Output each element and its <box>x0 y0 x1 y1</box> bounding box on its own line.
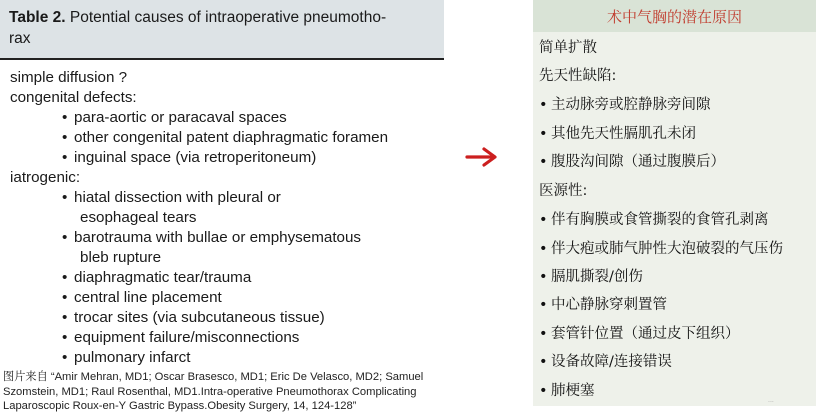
citation-line: Laparoscopic Roux-en-Y Gastric Bypass.Obesity Surgery, 14, 124-128” <box>3 400 357 412</box>
translation-list-item <box>539 379 595 400</box>
table-list-item <box>10 288 440 308</box>
table-line-text: hiatal dissection with pleural or <box>74 189 281 206</box>
table-section-heading <box>10 88 440 108</box>
translation-line-text: 主动脉旁或腔静脉旁间隙 <box>551 97 711 113</box>
table-list-item <box>10 308 440 328</box>
table-rule-divider <box>0 58 444 60</box>
table-list-item <box>10 228 440 248</box>
translation-section-heading <box>539 36 597 57</box>
citation-line: Szomstein, MD1; Raul Rosenthal, MD1.Intra-operative Pneumothorax Complicating <box>3 385 417 398</box>
translation-list-item <box>539 237 783 258</box>
bullet-icon: • <box>539 297 548 313</box>
bullet-icon: • <box>62 229 68 246</box>
bullet-icon: • <box>62 269 68 286</box>
translation-list-item <box>539 293 667 314</box>
translation-header <box>533 0 816 32</box>
translation-section-heading <box>539 179 587 200</box>
bullet-icon: • <box>62 329 68 346</box>
bullet-icon: • <box>62 129 68 146</box>
table-line-text: other congenital patent diaphragmatic foramen <box>74 129 389 146</box>
bullet-icon: • <box>62 149 68 166</box>
translation-line-text: 简单扩散 <box>539 40 597 56</box>
table-line-text: central line placement <box>74 289 222 306</box>
translation-line-text: 伴大疱或肺气肿性大泡破裂的气压伤 <box>551 241 783 257</box>
translation-line-text: 膈肌撕裂/创伤 <box>551 269 643 285</box>
translation-line-text: 腹股沟间隙（通过腹膜后） <box>551 154 725 170</box>
table-list-item <box>10 268 440 288</box>
table-line-text: esophageal tears <box>80 209 197 226</box>
chinese-translation-panel <box>533 0 816 406</box>
table-section-heading <box>10 68 440 88</box>
translation-line-text: 套管针位置（通过皮下组织） <box>551 326 740 342</box>
table-list-item-continuation <box>10 208 440 228</box>
table-line-text: equipment failure/misconnections <box>74 329 300 346</box>
table-list-item-continuation <box>10 248 440 268</box>
table-line-text: trocar sites (via subcutaneous tissue) <box>74 309 325 326</box>
translation-list-item <box>539 150 725 171</box>
table-body <box>10 68 440 368</box>
translation-list-item <box>539 350 672 371</box>
bullet-icon: • <box>539 326 548 342</box>
table-list-item <box>10 148 440 168</box>
translation-line-text: 设备故障/连接错误 <box>551 354 672 370</box>
translation-list-item <box>539 265 643 286</box>
table-list-item <box>10 328 440 348</box>
table-line-text: inguinal space (via retroperitoneum) <box>74 149 317 166</box>
bullet-icon: • <box>539 241 548 257</box>
translation-line-text: 中心静脉穿刺置管 <box>551 297 667 313</box>
translation-line-text: 先天性缺陷: <box>539 68 617 84</box>
table-header <box>0 0 444 58</box>
bullet-icon: • <box>62 289 68 306</box>
table-title-label: Table 2. <box>9 9 66 26</box>
translation-line-text: 其他先天性膈肌孔未闭 <box>551 126 696 142</box>
bullet-icon: • <box>62 309 68 326</box>
translation-title: 术中气胸的潜在原因 <box>606 8 742 26</box>
bullet-icon: • <box>539 154 548 170</box>
table-line-text: pulmonary infarct <box>74 349 191 366</box>
table-list-item <box>10 108 440 128</box>
table-line-text: simple diffusion ? <box>10 69 128 86</box>
table-title-text: Potential causes of intraoperative pneumotho- <box>65 9 387 26</box>
translation-line-text: 医源性: <box>539 183 588 199</box>
translation-list-item <box>539 208 769 229</box>
table-line-text: iatrogenic: <box>10 169 81 186</box>
translation-line-text: 伴有胸膜或食管撕裂的食管孔剥离 <box>551 212 769 228</box>
table-line-text: diaphragmatic tear/trauma <box>74 269 252 286</box>
translation-section-heading <box>539 64 616 85</box>
table-list-item <box>10 188 440 208</box>
bullet-icon: • <box>539 383 548 399</box>
translation-line-text: 肺梗塞 <box>551 383 595 399</box>
page-number: ... <box>768 397 774 404</box>
table-section-heading <box>10 168 440 188</box>
citation-line: 图片来自 “Amir Mehran, MD1; Oscar Brasesco, MD1; Eric De Velasco, MD2; Samuel <box>3 371 424 383</box>
bullet-icon: • <box>62 189 68 206</box>
translation-list-item <box>539 322 740 343</box>
table-line-text: para-aortic or paracaval spaces <box>74 109 287 126</box>
table-list-item <box>10 348 440 368</box>
table-title <box>9 7 437 49</box>
translation-list-item <box>539 93 711 114</box>
bullet-icon: • <box>539 97 548 113</box>
bullet-icon: • <box>539 212 548 228</box>
bullet-icon: • <box>62 109 68 126</box>
translation-list-item <box>539 122 696 143</box>
table-line-text: bleb rupture <box>80 249 162 266</box>
table-list-item <box>10 128 440 148</box>
bullet-icon: • <box>539 269 548 285</box>
bullet-icon: • <box>539 354 548 370</box>
table-line-text: congenital defects: <box>10 89 137 106</box>
table-line-text: barotrauma with bullae or emphysematous <box>74 229 362 246</box>
bullet-icon: • <box>539 126 548 142</box>
table-title-text-line2: rax <box>9 30 31 47</box>
citation <box>3 370 503 414</box>
bullet-icon: • <box>62 349 68 366</box>
right-arrow-icon <box>465 147 499 167</box>
